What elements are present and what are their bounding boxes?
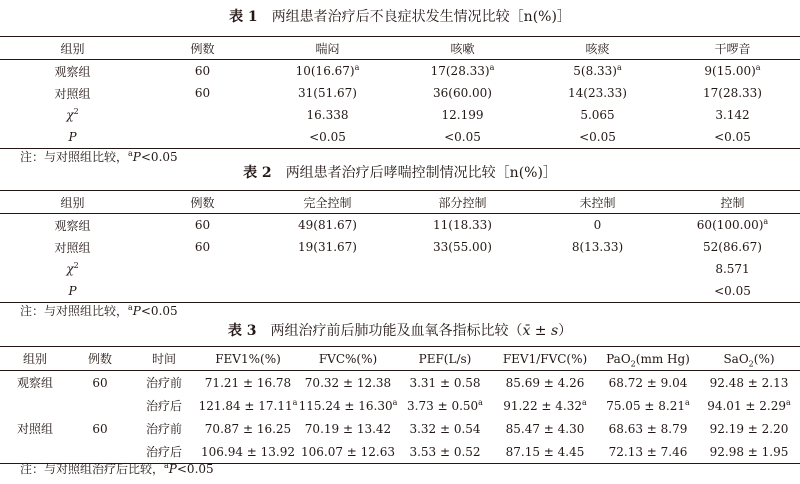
note-p: P [132,150,141,164]
table1-note [20,149,178,165]
table-cell [70,394,130,417]
table-cell [0,394,70,417]
table-cell: P [0,280,145,303]
table-cell: 60 [194,64,211,78]
note-p: P [168,462,177,476]
table-cell [0,440,70,464]
table-cell: 8.571 [715,262,750,276]
table-cell [395,258,530,280]
table-cell: 治疗后 [130,440,198,464]
cell-value: 92.48 ± 2.13 [709,375,789,390]
table-cell [198,417,298,440]
table-cell: 14(23.33) [568,86,627,100]
table3-header-cell: 时间 [130,347,198,371]
table-cell [698,371,800,395]
table-cell [665,214,800,237]
cell-value: 106.07 ± 12.63 [300,444,396,459]
cell-value: 92.98 ± 1.95 [709,444,789,459]
chi-square-symbol: χ [66,262,74,276]
cell-value: 87.15 ± 4.45 [505,444,585,459]
significance-mark: a [354,63,360,72]
table-cell [492,394,598,417]
table-cell [145,126,260,149]
table3-title: 两组治疗前后肺功能及血氧各指标比较 [270,323,509,339]
table-row [0,104,800,126]
table3-header-cell: FEV1/FVC(%) [492,347,598,371]
table3-header-cell: PEF(L/s) [398,347,492,371]
chi-square-symbol: χ [66,108,74,122]
table-cell [398,417,492,440]
table-row [0,440,800,464]
note-value: <0.05 [176,462,214,476]
significance-mark: a [392,397,398,407]
table-row [0,371,800,395]
table-cell [665,60,800,83]
table-cell [492,440,598,464]
cell-value: 70.87 ± 16.25 [204,421,292,436]
table-cell: P [0,126,145,149]
header-subscript: 2 [748,358,754,368]
table1-title: 两组患者治疗后不良症状发生情况比较［n(%)］ [271,9,571,25]
note-mark: a [164,461,169,470]
table2-header-cell: 完全控制 [260,191,395,214]
table-cell: 治疗后 [145,399,182,413]
table1 [0,36,800,149]
significance-mark: a [755,63,761,72]
cell-value: 9(15.00) [704,64,756,78]
table-cell: 对照组 [54,86,91,101]
table-cell: 3.142 [715,108,750,122]
table-cell [530,258,665,280]
table-cell [598,440,698,464]
table3-header-cell: FVC%(%) [298,347,398,371]
table-row [0,82,800,104]
cell-value: 115.24 ± 16.30 [298,398,393,413]
table-cell: 12.199 [441,108,484,122]
table1-header-row [0,37,800,60]
note-text: 注：与对照组比较， [20,304,129,318]
note-value: <0.05 [140,150,178,164]
table2-caption [0,164,800,182]
table-cell [298,417,398,440]
cell-value: 121.84 ± 17.11 [198,398,293,413]
cell-value: 71.21 ± 16.78 [204,375,292,390]
table-row [0,280,800,303]
cell-value: 17(28.33) [430,64,490,78]
table-cell: 治疗前 [145,422,182,436]
table1-header-cell: 咳嗽 [395,37,530,60]
note-text: 注：与对照组治疗后比较， [20,462,165,476]
table-cell [260,280,395,303]
header-part: SaO [723,351,749,366]
table-cell: 49(81.67) [298,218,357,232]
cell-value: 10(16.67) [295,64,355,78]
cell-value: 68.63 ± 8.79 [608,421,688,436]
table-cell: 16.338 [306,108,349,122]
table-cell [492,371,598,395]
table3-header-cell: 组别 [0,347,70,371]
cell-value: 106.94 ± 13.92 [200,444,296,459]
table-cell: 对照组 [54,240,91,255]
table-cell: 17(28.33) [703,86,762,100]
significance-mark: a [292,397,298,407]
table-cell [698,394,800,417]
cell-value: 3.31 ± 0.58 [409,375,481,390]
table-cell [395,60,530,83]
table-cell [0,258,145,280]
table1-header-cell: 喘闷 [260,37,395,60]
table-cell [398,394,492,417]
table-cell: 31(51.67) [298,86,357,100]
table-cell: <0.05 [665,126,800,149]
table-cell: 11(18.33) [433,218,492,232]
cell-value: 72.13 ± 7.46 [608,444,688,459]
table2-header-cell: 部分控制 [395,191,530,214]
significance-mark: a [684,397,690,407]
cell-value: 75.05 ± 8.21 [606,398,685,413]
table2-note [20,303,178,319]
table-row [0,214,800,237]
table-cell: 52(86.67) [703,240,762,254]
chi-square-exponent: 2 [73,261,79,270]
table-cell [0,104,145,126]
table-row [0,236,800,258]
table-cell: 60 [194,240,211,254]
table-cell [260,258,395,280]
table2-header-cell: 控制 [665,191,800,214]
table-cell: 60 [194,86,211,100]
table2-title: 两组患者治疗后哮喘控制情况比较［n(%)］ [285,165,557,181]
table-cell [698,440,800,464]
cell-value: 70.19 ± 13.42 [304,421,392,436]
table-cell [530,280,665,303]
header-part: (mm Hg) [635,351,690,366]
table1-header-cell: 例数 [145,37,260,60]
table-cell [145,258,260,280]
cell-value: 70.32 ± 12.38 [304,375,392,390]
table-cell [530,60,665,83]
cell-value: 68.72 ± 9.04 [608,375,688,390]
significance-mark: a [763,217,769,226]
table-cell: 36(60.00) [433,86,492,100]
table3-header-cell [698,347,800,371]
significance-mark: a [478,397,483,407]
table-cell [145,280,260,303]
table3-header-row [0,347,800,371]
table1-header-cell: 组别 [0,37,145,60]
note-p: P [132,304,141,318]
table-row [0,126,800,149]
note-mark: a [128,303,133,312]
table2-header-cell: 例数 [145,191,260,214]
header-part: PaO [606,351,631,366]
table1-number: 表 1 [229,9,258,25]
table3-header-cell: 例数 [70,347,130,371]
note-value: <0.05 [140,304,178,318]
table2 [0,190,800,303]
table-cell: 治疗前 [145,376,182,390]
header-part: (%) [753,351,775,366]
table-cell [198,440,298,464]
table-cell: 观察组 [16,376,53,390]
table-cell: 0 [593,218,602,232]
table2-header-cell: 未控制 [530,191,665,214]
table-cell: 60 [194,218,211,232]
table-cell [298,440,398,464]
table3 [0,346,800,464]
table3-stat-text: x̄ ± s [522,323,559,339]
table-cell [298,394,398,417]
significance-mark: a [616,63,622,72]
table-row [0,417,800,440]
table-cell: <0.05 [530,126,665,149]
table-cell [398,440,492,464]
table-cell: 60 [92,375,108,390]
table-cell: <0.05 [260,126,395,149]
table-cell [598,394,698,417]
table2-number: 表 2 [243,165,272,181]
table3-header-cell [598,347,698,371]
cell-value: 60(100.00) [696,218,764,232]
note-text: 注：与对照组比较， [20,150,129,164]
table1-header-cell: 干啰音 [665,37,800,60]
table-cell: 观察组 [54,218,91,233]
table2-header-cell: 组别 [0,191,145,214]
significance-mark: a [489,63,495,72]
table-cell: 8(13.33) [571,240,624,254]
table-cell [298,371,398,395]
significance-mark: a [581,397,587,407]
table3-caption [0,322,800,340]
table-row [0,258,800,280]
table-cell [395,280,530,303]
table2-header-row [0,191,800,214]
table-cell [260,60,395,83]
table-cell [70,440,130,464]
significance-mark: a [785,397,791,407]
table-cell [398,371,492,395]
cell-value: 92.19 ± 2.20 [709,421,789,436]
table-cell [598,417,698,440]
table-row [0,60,800,83]
cell-value: 85.47 ± 4.30 [505,421,585,436]
table-cell [145,104,260,126]
table-cell [198,371,298,395]
table-cell: 对照组 [16,422,53,436]
table3-note [20,461,214,477]
table-cell: 观察组 [54,64,91,79]
table3-number: 表 3 [227,323,257,339]
chi-square-exponent: 2 [73,107,79,116]
cell-value: 3.53 ± 0.52 [409,444,481,459]
cell-value: 85.69 ± 4.26 [505,375,585,390]
note-mark: a [128,149,133,158]
cell-value: 94.01 ± 2.29 [707,398,786,413]
table-cell: 19(31.67) [298,240,357,254]
table-cell: 33(55.00) [433,240,492,254]
table-cell [598,371,698,395]
table-cell: 5.065 [580,108,615,122]
table1-caption [0,8,800,26]
table-cell [198,394,298,417]
cell-value: 3.73 ± 0.50 [407,398,479,413]
table-row [0,394,800,417]
cell-value: 5(8.33) [573,64,617,78]
table1-header-cell: 咳痰 [530,37,665,60]
table-cell: 60 [92,421,108,436]
table-cell: <0.05 [665,280,800,303]
header-subscript: 2 [630,358,636,368]
table-cell [492,417,598,440]
table3-header-cell: FEV1%(%) [198,347,298,371]
cell-value: 91.22 ± 4.32 [503,398,582,413]
table-cell: <0.05 [395,126,530,149]
cell-value: 3.32 ± 0.54 [409,421,481,436]
table-cell [698,417,800,440]
table3-stat: （x̄ ± s） [508,323,573,339]
